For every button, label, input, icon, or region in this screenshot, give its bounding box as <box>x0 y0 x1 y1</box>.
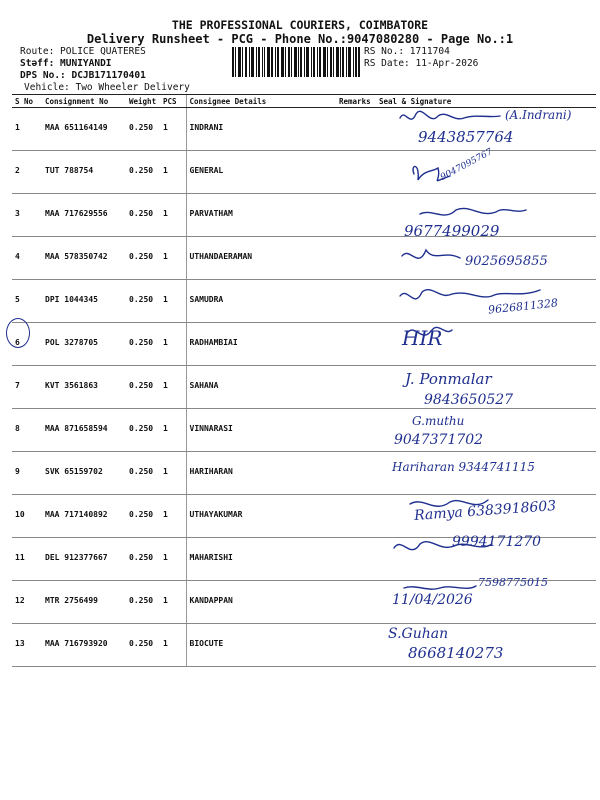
weight: 0.250 <box>126 495 160 538</box>
dps-label: DPS No.: DCJB171170401 <box>20 70 146 81</box>
pieces: 1 <box>160 237 186 280</box>
column-header: S No <box>12 95 42 108</box>
weight: 0.250 <box>126 280 160 323</box>
staff-label: Stəff: MUNIYANDI <box>20 58 112 69</box>
handwritten-name: S.Guhan <box>388 626 449 642</box>
runsheet-subtitle: Delivery Runsheet - PCG - Phone No.:9047080280 - Page No.:1 <box>86 32 514 46</box>
pieces: 1 <box>160 538 186 581</box>
rs-number: RS No.: 1711704 <box>364 46 450 57</box>
serial-number: 3 <box>12 194 42 237</box>
consignment-number: MAA 651164149 <box>42 108 126 151</box>
handwritten-phone: 9025695855 <box>465 254 548 269</box>
weight: 0.250 <box>126 538 160 581</box>
vehicle-label: Vehicle: Two Wheeler Delivery <box>24 82 190 93</box>
pieces: 1 <box>160 581 186 624</box>
consignment-number: MAA 871658594 <box>42 409 126 452</box>
serial-number: 2 <box>12 151 42 194</box>
serial-number: 10 <box>12 495 42 538</box>
signature-scribble <box>400 111 500 119</box>
consignee: VINNARASI <box>186 409 336 452</box>
signature-scribble <box>413 166 450 180</box>
handwritten-name: (A.Indrani) <box>505 108 572 122</box>
weight: 0.250 <box>126 237 160 280</box>
serial-number: 12 <box>12 581 42 624</box>
handwritten-name: J. Ponmalar <box>405 370 492 388</box>
remarks-cell <box>336 237 376 280</box>
consignee: HARIHARAN <box>186 452 336 495</box>
pieces: 1 <box>160 366 186 409</box>
consignee: INDRANI <box>186 108 336 151</box>
consignee: PARVATHAM <box>186 194 336 237</box>
column-header: Consignment No <box>42 95 126 108</box>
pieces: 1 <box>160 409 186 452</box>
weight: 0.250 <box>126 452 160 495</box>
pieces: 1 <box>160 323 186 366</box>
handwritten-initials: HIR <box>402 326 443 350</box>
handwritten-date: 11/04/2026 <box>392 592 473 608</box>
handwritten-phone: 9626811328 <box>487 296 559 317</box>
pieces: 1 <box>160 108 186 151</box>
remarks-cell <box>336 409 376 452</box>
serial-number: 9 <box>12 452 42 495</box>
consignment-number: MAA 716793920 <box>42 624 126 667</box>
serial-number: 8 <box>12 409 42 452</box>
consignment-number: MAA 717629556 <box>42 194 126 237</box>
signature-scribble <box>404 586 476 589</box>
consignment-number: KVT 3561863 <box>42 366 126 409</box>
consignment-number: MAA 717140892 <box>42 495 126 538</box>
handwritten-phone: 7598775015 <box>478 576 548 589</box>
handwritten-phone: 9047371702 <box>394 432 484 448</box>
weight: 0.250 <box>126 624 160 667</box>
remarks-cell <box>336 151 376 194</box>
consignee: SAMUDRA <box>186 280 336 323</box>
page-title: THE PROFESSIONAL COURIERS, COIMBATORE <box>171 18 429 32</box>
remarks-cell <box>336 323 376 366</box>
remarks-cell <box>336 452 376 495</box>
consignment-number: TUT 788754 <box>42 151 126 194</box>
signature-scribble <box>420 208 526 215</box>
consignment-number: SVK 65159702 <box>42 452 126 495</box>
consignee: RADHAMBIAI <box>186 323 336 366</box>
remarks-cell <box>336 624 376 667</box>
consignee: UTHAYAKUMAR <box>186 495 336 538</box>
consignee: KANDAPPAN <box>186 581 336 624</box>
pieces: 1 <box>160 452 186 495</box>
consignment-number: DPI 1044345 <box>42 280 126 323</box>
handwritten-name: G.muthu <box>412 414 465 428</box>
consignee: UTHANDAERAMAN <box>186 237 336 280</box>
consignment-number: MAA 578350742 <box>42 237 126 280</box>
consignment-number: MTR 2756499 <box>42 581 126 624</box>
weight: 0.250 <box>126 323 160 366</box>
handwritten-phone: 9843650527 <box>424 392 514 408</box>
handwritten-name-phone: Ramya 6383918603 <box>413 498 557 524</box>
handwritten-phone: 8668140273 <box>408 644 504 662</box>
serial-number: 6 <box>12 323 42 366</box>
pieces: 1 <box>160 194 186 237</box>
remarks-cell <box>336 495 376 538</box>
consignee: SAHANA <box>186 366 336 409</box>
consignment-number: DEL 912377667 <box>42 538 126 581</box>
column-header: Consignee Details <box>186 95 336 108</box>
weight: 0.250 <box>126 581 160 624</box>
handwritten-phone: 9443857764 <box>418 128 514 146</box>
weight: 0.250 <box>126 151 160 194</box>
consignee: MAHARISHI <box>186 538 336 581</box>
handwritten-name-phone: Hariharan 9344741115 <box>392 460 535 474</box>
signature-scribble <box>410 500 488 506</box>
rs-date: RS Date: 11-Apr-2026 <box>364 58 479 69</box>
signature-scribble <box>408 327 452 335</box>
remarks-cell <box>336 366 376 409</box>
serial-number: 11 <box>12 538 42 581</box>
signature-scribbles <box>380 100 590 660</box>
pieces: 1 <box>160 495 186 538</box>
remarks-cell <box>336 538 376 581</box>
consignment-number: POL 3278705 <box>42 323 126 366</box>
route-label: Route: POLICE QUATERES <box>20 46 146 57</box>
serial-number: 7 <box>12 366 42 409</box>
column-header: PCS <box>160 95 186 108</box>
column-header: Weight <box>126 95 160 108</box>
weight: 0.250 <box>126 108 160 151</box>
remarks-cell <box>336 194 376 237</box>
barcode <box>232 47 360 77</box>
column-header: Remarks <box>336 95 376 108</box>
pieces: 1 <box>160 151 186 194</box>
weight: 0.250 <box>126 194 160 237</box>
serial-number: 13 <box>12 624 42 667</box>
remarks-cell <box>336 108 376 151</box>
signature-scribble <box>400 290 540 299</box>
pieces: 1 <box>160 280 186 323</box>
weight: 0.250 <box>126 366 160 409</box>
signature-scribble <box>394 542 492 550</box>
serial-number: 5 <box>12 280 42 323</box>
weight: 0.250 <box>126 409 160 452</box>
handwritten-phone: 9994171270 <box>452 534 542 550</box>
consignee: GENERAL <box>186 151 336 194</box>
handwritten-phone: 9677499029 <box>404 222 500 240</box>
handwritten-circle-mark <box>6 318 30 348</box>
signature-scribble <box>402 250 460 258</box>
pieces: 1 <box>160 624 186 667</box>
serial-number: 4 <box>12 237 42 280</box>
remarks-cell <box>336 280 376 323</box>
handwritten-phone: 9047095767 <box>439 147 495 183</box>
serial-number: 1 <box>12 108 42 151</box>
remarks-cell <box>336 581 376 624</box>
consignee: BIOCUTE <box>186 624 336 667</box>
column-header: Seal & Signature <box>376 95 596 108</box>
